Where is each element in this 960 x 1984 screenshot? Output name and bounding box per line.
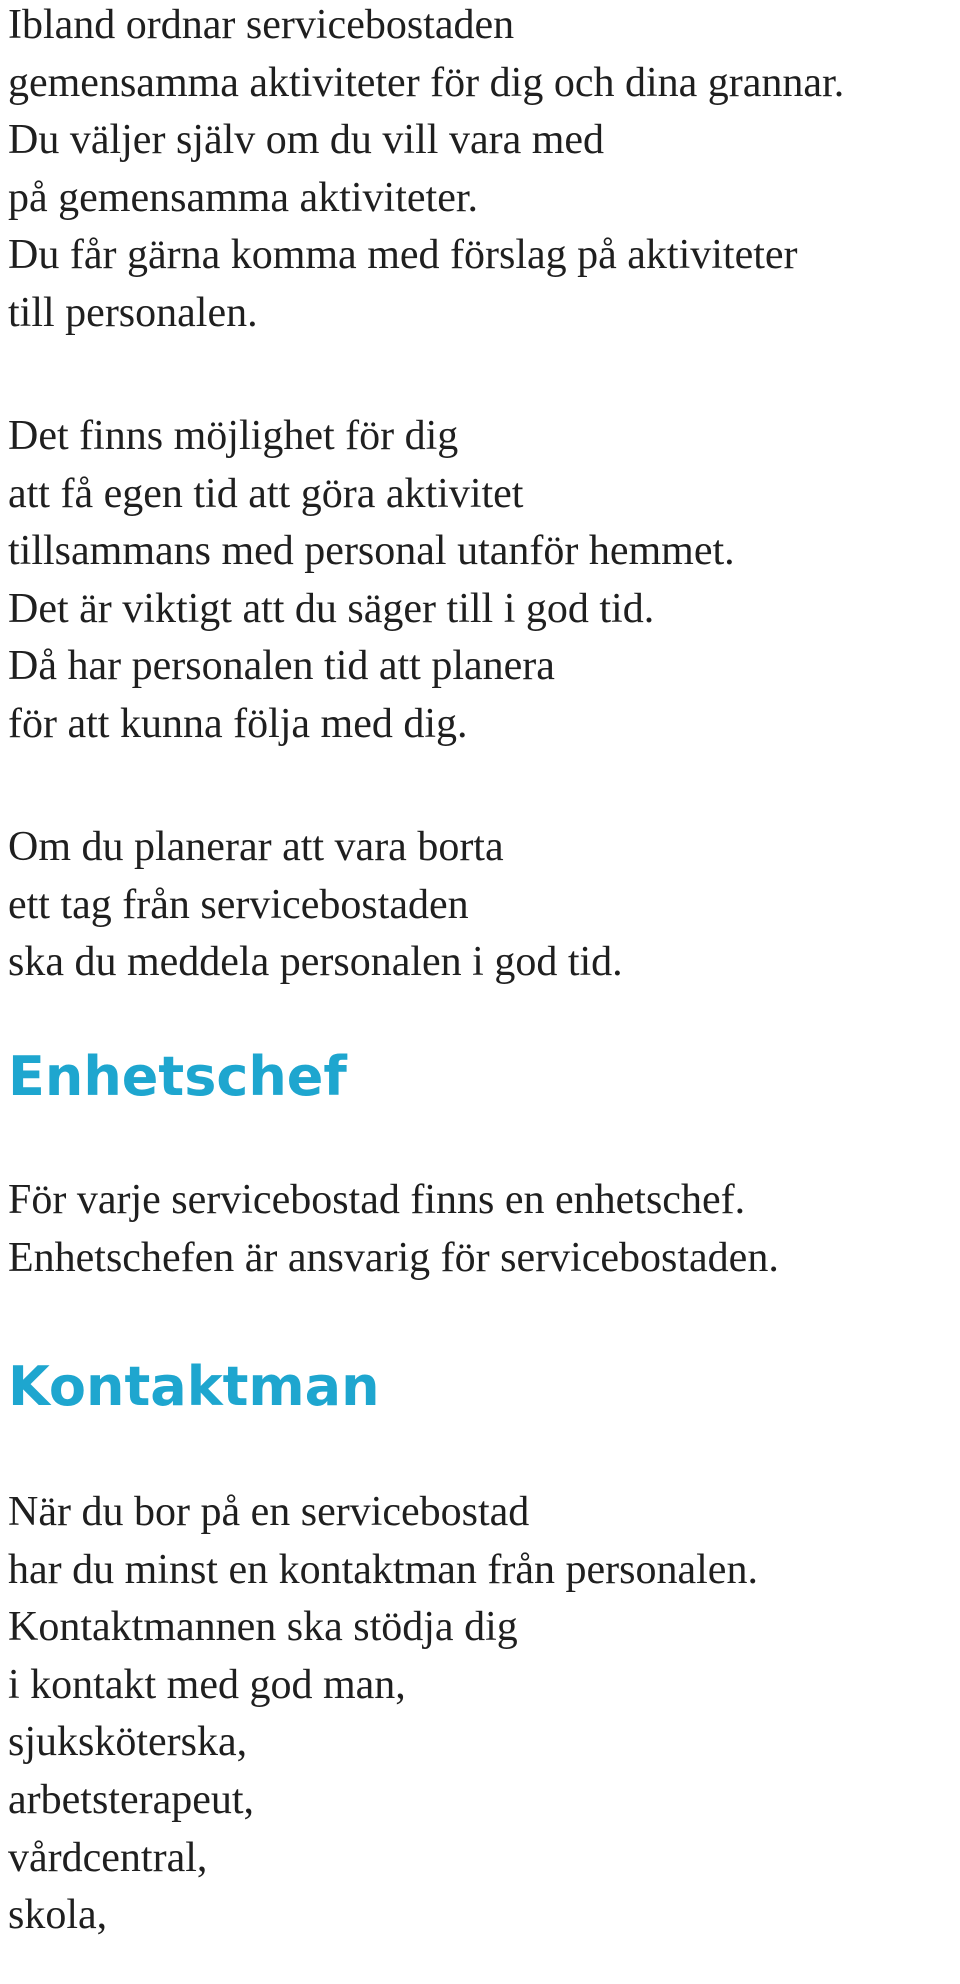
text-line: att få egen tid att göra aktivitet <box>8 470 524 517</box>
heading-enhetschef: Enhetschef <box>8 1045 347 1108</box>
text-line: Då har personalen tid att planera <box>8 643 555 690</box>
text-line: Du får gärna komma med förslag på aktiviteter <box>8 232 798 279</box>
text-line: tillsammans med personal utanför hemmet. <box>8 528 735 575</box>
text-line: ska du meddela personalen i god tid. <box>8 939 623 986</box>
paragraph-enhetschef <box>8 1172 779 1287</box>
text-line: på gemensamma aktiviteter. <box>8 174 478 221</box>
text-line: Det är viktigt att du säger till i god tid. <box>8 585 655 632</box>
text-line: sjuksköterska, <box>8 1719 248 1766</box>
text-line: Det finns möjlighet för dig <box>8 413 459 459</box>
text-line: För varje servicebostad finns en enhetschef. <box>8 1177 746 1223</box>
text-line: Om du planerar att vara borta <box>8 824 504 870</box>
text-line: Kontaktmannen ska stödja dig <box>8 1604 518 1651</box>
text-line: vårdcentral, <box>8 1834 208 1881</box>
text-line: När du bor på en servicebostad <box>8 1489 530 1535</box>
paragraph-activities <box>8 0 844 343</box>
text-line: gemensamma aktiviteter för dig och dina grannar. <box>8 59 845 106</box>
text-line: Du väljer själv om du vill vara med <box>8 117 605 164</box>
paragraph-kontaktman <box>8 1484 758 1945</box>
paragraph-own-time <box>8 408 735 754</box>
text-line: för att kunna följa med dig. <box>8 700 468 747</box>
text-line: har du minst en kontaktman från personalen. <box>8 1546 758 1593</box>
text-line: till personalen. <box>8 289 258 336</box>
text-line: arbetsterapeut, <box>8 1776 255 1823</box>
text-line: Enhetschefen är ansvarig för servicebostaden. <box>8 1234 779 1281</box>
text-line: skola, <box>8 1892 108 1939</box>
paragraph-away <box>8 819 623 992</box>
text-line: i kontakt med god man, <box>8 1661 406 1708</box>
text-line: Ibland ordnar servicebostaden <box>8 2 515 48</box>
text-line: ett tag från servicebostaden <box>8 881 469 928</box>
heading-kontaktman: Kontaktman <box>8 1355 380 1418</box>
